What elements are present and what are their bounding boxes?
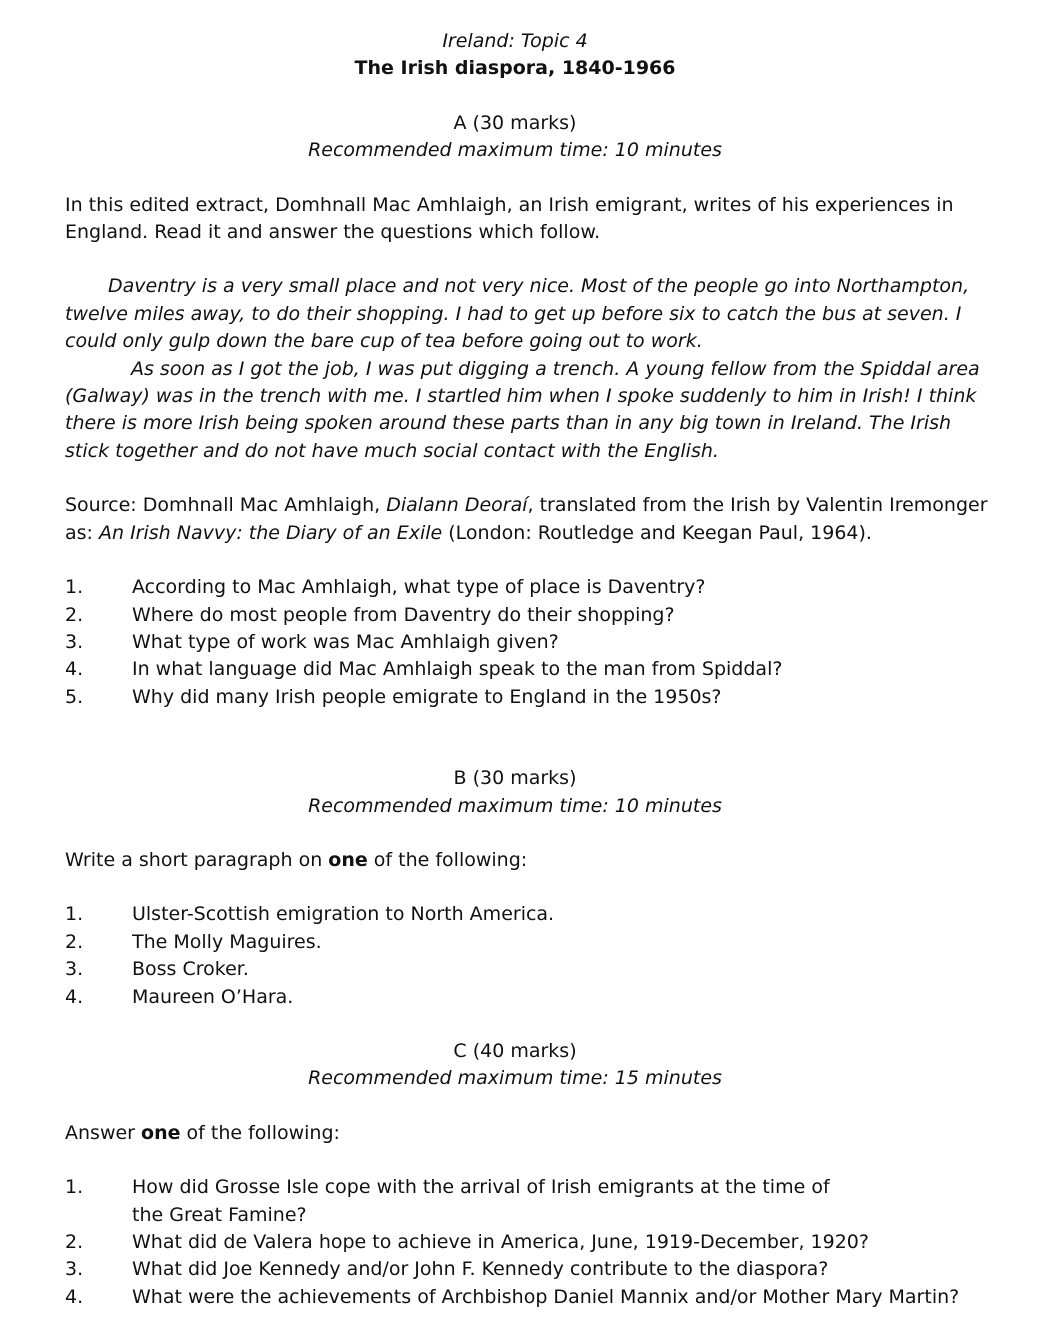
- question-number: 3.: [65, 958, 84, 981]
- question-text: According to Mac Amhlaigh, what type of place is Daventry?: [132, 576, 706, 599]
- list-item: [65, 901, 995, 928]
- question-number: 2.: [65, 930, 84, 953]
- list-item: [65, 929, 995, 956]
- extract-paragraph-1: Daventry is a very small place and not very nice. Most of the people go into Northampton, twelve miles away, to do their shopping. I had to get up before six to catch the bus at seven. I could only gulp down the bare cup of tea before going out to work.: [65, 275, 970, 353]
- source-tail: (London: Routledge and Keegan Paul, 1964).: [442, 521, 872, 544]
- question-text: What type of work was Mac Amhlaigh given?: [132, 630, 559, 653]
- question-number: 4.: [65, 658, 84, 681]
- source-book-title: Dialann Deoraí: [386, 494, 528, 517]
- question-number: 3.: [65, 630, 84, 653]
- section-a-intro: In this edited extract, Domhnall Mac Amhlaigh, an Irish emigrant, writes of his experiences in England. Read it and answer the questions which follow.: [65, 193, 954, 244]
- section-a-heading: A (30 marks): [453, 111, 577, 134]
- question-number: 5.: [65, 685, 84, 708]
- question-text: Maureen O’Hara.: [132, 985, 294, 1008]
- question-text: Boss Croker.: [132, 958, 249, 981]
- source-lead: Source: Domhnall Mac Amhlaigh,: [65, 494, 387, 517]
- list-item: [65, 629, 995, 656]
- list-item: [65, 984, 995, 1011]
- question-text: Why did many Irish people emigrate to England in the 1950s?: [132, 685, 722, 708]
- question-number: 1.: [65, 576, 84, 599]
- topic-label: Ireland: Topic 4: [442, 30, 588, 52]
- list-item: [65, 1284, 995, 1311]
- intro-emphasis: one: [141, 1121, 181, 1144]
- question-text: How did Grosse Isle cope with the arrival of Irish emigrants at the time of the Great Famine?: [132, 1176, 830, 1226]
- list-item: [65, 574, 995, 601]
- section-b: [0, 765, 1046, 1011]
- source-citation: [65, 492, 995, 547]
- intro-text: of the following:: [180, 1121, 340, 1144]
- page-title: The Irish diaspora, 1840-1966: [354, 57, 676, 80]
- section-c-questions: [65, 1174, 995, 1311]
- list-item: [65, 602, 995, 629]
- list-item: [65, 684, 995, 711]
- question-number: 2.: [65, 603, 84, 626]
- list-item: [65, 656, 995, 683]
- section-b-heading: B (30 marks): [453, 767, 577, 790]
- question-text: What did Joe Kennedy and/or John F. Kennedy contribute to the diaspora?: [132, 1258, 829, 1281]
- question-text: Ulster-Scottish emigration to North America.: [132, 903, 555, 926]
- section-b-intro: [65, 847, 995, 874]
- section-c-heading: C (40 marks): [453, 1039, 577, 1062]
- question-number: 3.: [65, 1258, 84, 1281]
- intro-emphasis: one: [328, 848, 368, 871]
- list-item: [65, 956, 995, 983]
- section-b-time: Recommended maximum time: 10 minutes: [308, 794, 722, 817]
- question-number: 1.: [65, 1176, 84, 1199]
- extract-paragraph-2: As soon as I got the job, I was put digging a trench. A young fellow from the Spiddal area (Galway) was in the trench with me. I startled him when I spoke suddenly to him in Irish! I think there is more Irish being spoken around these parts than in any big town in Ireland. The Irish stick together and do not have much social contact with the English.: [65, 357, 980, 462]
- section-a-questions: [65, 574, 995, 711]
- question-text: The Molly Maguires.: [132, 930, 322, 953]
- intro-text: of the following:: [367, 848, 528, 871]
- question-text: What were the achievements of Archbishop Daniel Mannix and/or Mother Mary Martin?: [132, 1285, 960, 1308]
- extract: [65, 273, 995, 465]
- question-text: In what language did Mac Amhlaigh speak to the man from Spiddal?: [132, 658, 783, 681]
- intro-text: Write a short paragraph on: [65, 848, 329, 871]
- section-a-time: Recommended maximum time: 10 minutes: [308, 139, 722, 162]
- list-item: [65, 1256, 995, 1283]
- list-item: [65, 1174, 995, 1229]
- source-mid: , translated from the Irish by Valentin Iremonger as:: [65, 494, 988, 544]
- question-text: Where do most people from Daventry do their shopping?: [132, 603, 675, 626]
- section-c: [0, 1038, 1046, 1311]
- intro-text: Answer: [65, 1121, 142, 1144]
- source-translation-title: An Irish Navvy: the Diary of an Exile: [98, 521, 443, 544]
- question-text: What did de Valera hope to achieve in America, June, 1919-December, 1920?: [132, 1231, 869, 1253]
- question-number: 1.: [65, 903, 84, 926]
- section-a: [0, 110, 1046, 711]
- section-b-questions: [65, 901, 995, 1011]
- list-item: [65, 1229, 995, 1256]
- question-number: 4.: [65, 1285, 84, 1308]
- section-c-intro: [65, 1120, 995, 1147]
- section-c-time: Recommended maximum time: 15 minutes: [308, 1067, 722, 1090]
- exam-page: [0, 28, 1046, 1311]
- question-number: 2.: [65, 1231, 84, 1253]
- question-number: 4.: [65, 985, 84, 1008]
